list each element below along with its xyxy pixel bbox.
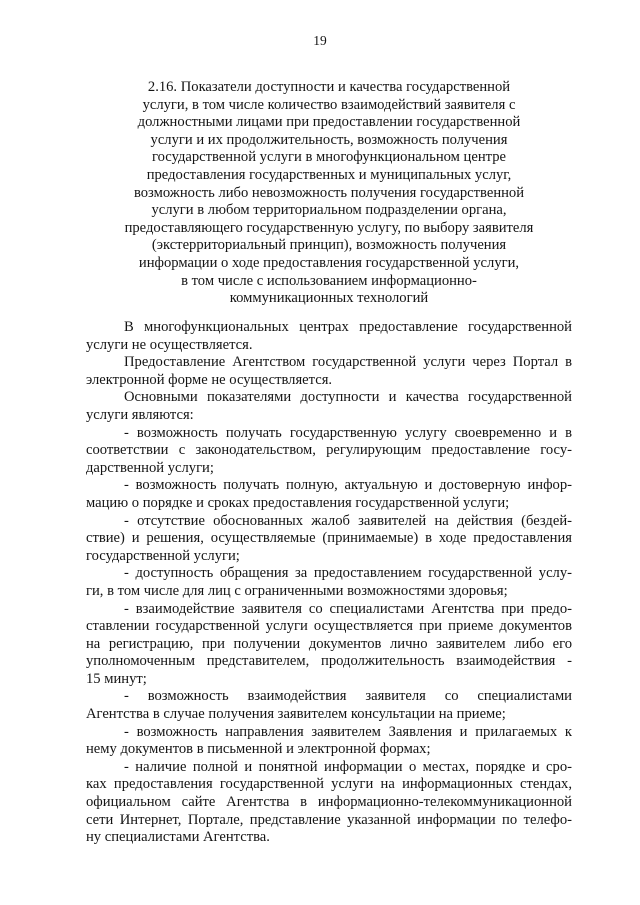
body-line: ках предоставления государственной услуги на информационных стендах, xyxy=(86,776,572,793)
body-line: - наличие полной и понятной информации о местах, порядке и сро- xyxy=(124,758,572,775)
body-line: соответствии с законодательством, регулирующим предоставление госу- xyxy=(86,442,572,459)
heading-line: коммуникационных технологий xyxy=(229,290,429,307)
body-line: электронной форме не осуществляется. xyxy=(86,371,333,388)
heading-line: информации о ходе предоставления государственной услуги, xyxy=(138,254,520,271)
heading-line: услуги, в том числе количество взаимодействий заявителя с xyxy=(142,96,516,113)
heading-line: услуги и их продолжительность, возможность получения xyxy=(150,131,508,148)
body-line: уполномоченным представителем, продолжительность взаимодействия - xyxy=(86,653,572,670)
body-line: - возможность взаимодействия заявителя со специалистами xyxy=(124,688,572,705)
body-line: официальном сайте Агентства в информационно-телекоммуникационной xyxy=(86,794,572,811)
body-line: - доступность обращения за предоставлением государственной услу- xyxy=(124,565,572,582)
body-line: ставлении государственной услуги осуществляется при приеме документов xyxy=(86,618,572,635)
heading-line: предоставляющего государственную услугу, по выбору заявителя xyxy=(124,219,534,236)
body-line: Агентства в случае получения заявителем консультации на приеме; xyxy=(86,706,506,723)
body-text xyxy=(86,319,572,847)
body-line: дарственной услуги; xyxy=(86,459,214,476)
body-line: - взаимодействие заявителя со специалистами Агентства при предо- xyxy=(124,600,572,617)
body-line: на регистрацию, при получении документов лично заявителем либо его xyxy=(86,635,572,652)
heading-line: в том числе с использованием информационно- xyxy=(181,272,477,289)
body-line: В многофункциональных центрах предоставление государственной xyxy=(124,319,572,335)
body-line: ги, в том числе для лиц с ограниченными возможностями здоровья; xyxy=(86,582,508,599)
body-line: - возможность направления заявителем Заявления и прилагаемых к xyxy=(124,723,572,740)
body-line: - возможность получать полную, актуальную и достоверную инфор- xyxy=(124,477,572,494)
heading-line: услуги в любом территориальном подразделении органа, xyxy=(151,202,507,219)
body-line: - возможность получать государственную услугу своевременно и в xyxy=(124,424,572,441)
body-line: мацию о порядке и сроках предоставления государственной услуги; xyxy=(86,494,510,511)
body-line: государственной услуги; xyxy=(86,547,240,564)
body-line: сети Интернет, Портале, представление указанной информации по телефо- xyxy=(86,811,572,828)
section-heading xyxy=(86,79,572,308)
body-line: услуги не осуществляется. xyxy=(86,336,253,353)
body-line: 15 минут; xyxy=(86,670,147,687)
heading-line: предоставления государственных и муниципальных услуг, xyxy=(146,166,512,183)
page-number: 19 xyxy=(313,33,327,48)
heading-line: государственной услуги в многофункциональном центре xyxy=(152,149,506,166)
body-line: Предоставление Агентством государственной услуги через Портал в xyxy=(124,354,572,371)
body-line: Основными показателями доступности и качества государственной xyxy=(124,389,572,406)
body-line: - отсутствие обоснованных жалоб заявителей на действия (бездей- xyxy=(124,512,572,529)
body-line: ну специалистами Агентства. xyxy=(86,829,270,846)
heading-line: возможность либо невозможность получения государственной xyxy=(133,184,525,201)
heading-line: (экстерриториальный принцип), возможность получения xyxy=(151,237,507,254)
body-line: нему документов в письменной и электронной формах; xyxy=(86,741,431,758)
heading-line: должностными лицами при предоставлении государственной xyxy=(137,114,521,131)
body-line: услуги являются: xyxy=(86,406,194,423)
heading-line: 2.16. Показатели доступности и качества государственной xyxy=(147,79,511,95)
body-line: ствие) и решения, осуществляемые (принимаемые) в ходе предоставления xyxy=(86,530,572,547)
